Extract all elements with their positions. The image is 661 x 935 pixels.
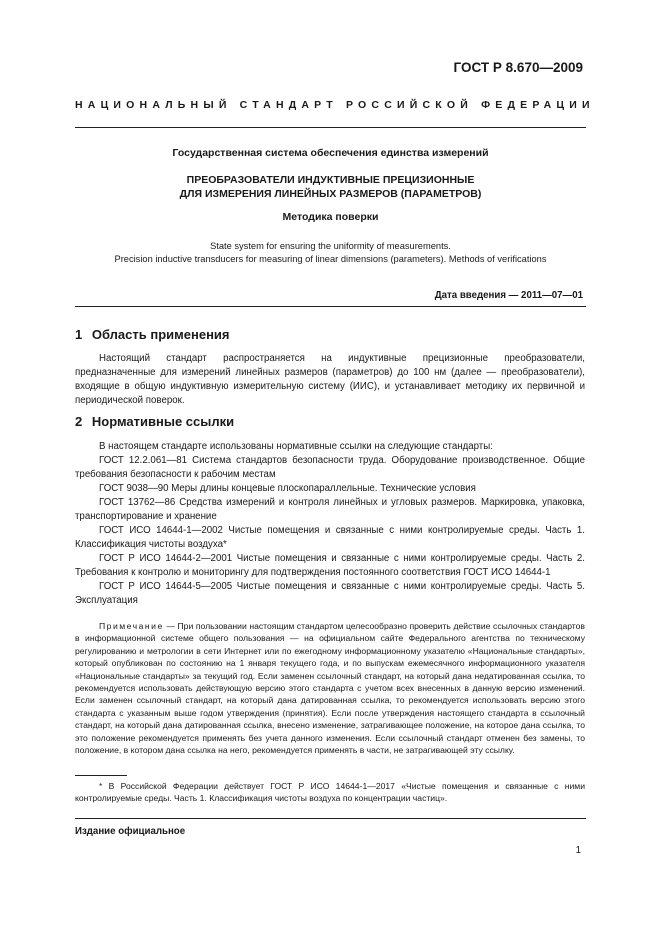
middle-divider <box>75 306 586 307</box>
english-title-line2: Precision inductive transducers for measuring of linear dimensions (parameters). Methods of verifications <box>114 254 547 264</box>
edition-label: Издание официальное <box>75 826 186 837</box>
note-paragraph <box>75 620 585 756</box>
method-subtitle: Методика поверки <box>282 211 379 223</box>
section2-body <box>75 440 585 608</box>
section2-number: 2 <box>75 414 83 429</box>
reference-item: ГОСТ 12.2.061—81 Система стандартов безопасности труда. Оборудование производственное. Общие требования безопасности к рабочим местам <box>75 455 585 480</box>
section2-lead: В настоящем стандарте использованы нормативные ссылки на следующие стандарты: <box>99 441 493 452</box>
reference-item: ГОСТ Р ИСО 14644-5—2005 Чистые помещения и связанные с ними контролируемые среды. Часть 5. Эксплуатация <box>75 581 585 606</box>
english-title <box>75 240 586 266</box>
reference-item: ГОСТ 13762—86 Средства измерений и контроля линейных и угловых размеров. Маркировка, упаковка, транспортирование и хранение <box>75 497 585 522</box>
footnote <box>75 780 585 805</box>
bottom-divider <box>75 818 586 819</box>
section1-paragraph: Настоящий стандарт распространяется на индуктивные прецизионные преобразователи, предназначенные для измерений линейных размеров (параметров) до 100 нм (далее — преобразователи), входящие в общую индуктивную измерительную систему (ИИС), и устанавливает методику их первичной и периодической поверок. <box>75 353 585 406</box>
national-standard-banner: НАЦИОНАЛЬНЫЙ СТАНДАРТ РОССИЙСКОЙ ФЕДЕРАЦИИ <box>75 99 595 111</box>
section1-heading <box>75 327 230 342</box>
footnote-divider <box>75 775 127 776</box>
reference-item: ГОСТ 9038—90 Меры длины концевые плоскопараллельные. Технические условия <box>99 483 476 494</box>
page-number: 1 <box>575 845 581 856</box>
document-code: ГОСТ Р 8.670—2009 <box>453 60 583 75</box>
introduction-date: Дата введения — 2011—07—01 <box>434 290 583 301</box>
standard-title <box>75 173 586 201</box>
footnote-text: * В Российской Федерации действует ГОСТ Р ИСО 14644-1—2017 «Чистые помещения и связанные с ними контролируемые среды. Часть 1. Классификация чистоты воздуха по концентрации частиц». <box>75 781 585 804</box>
standard-title-line1: ПРЕОБРАЗОВАТЕЛИ ИНДУКТИВНЫЕ ПРЕЦИЗИОННЫЕ <box>186 174 475 186</box>
note-block <box>75 620 585 756</box>
note-label: Примечание <box>99 621 164 631</box>
section1-number: 1 <box>75 327 83 342</box>
top-divider <box>75 127 586 128</box>
section2-heading <box>75 414 234 429</box>
reference-item: ГОСТ Р ИСО 14644-2—2001 Чистые помещения и связанные с ними контролируемые среды. Часть 2. Требования к контролю и мониторингу для подтверждения постоянного соответствия ГОСТ ИСО 14644-1 <box>75 553 585 578</box>
system-title: Государственная система обеспечения единства измерений <box>172 147 489 159</box>
english-title-line1: State system for ensuring the uniformity of measurements. <box>210 241 451 251</box>
section1-title: Область применения <box>91 327 230 342</box>
standard-title-line2: ДЛЯ ИЗМЕРЕНИЯ ЛИНЕЙНЫХ РАЗМЕРОВ (ПАРАМЕТРОВ) <box>179 188 482 200</box>
note-text: — При пользовании настоящим стандартом целесообразно проверить действие ссылочных стандартов в информационной системе общего пользования — на официальном сайте Федерального агентства по техническому регулированию и метрологии в сети Интернет или по ежегодному информационному указателю «Национальные стандарты», который опубликован по состоянию на 1 января текущего года, и по выпускам ежемесячного информационного указателя «Национальные стандарты» за текущий год. Если заменен ссылочный стандарт, на который дана недатированная ссылка, то рекомендуется использовать действующую версию этого стандарта с учетом всех внесенных в данную версию изменений. Если заменен ссылочный стандарт, на который дана датированная ссылка, то рекомендуется использовать версию этого стандарта с указанным выше годом утверждения (принятия). Если после утверждения настоящего стандарта в ссылочный стандарт, на который дана датированная ссылка, внесено изменение, затрагивающее положение, на которое дана ссылка, то это положение рекомендуется применять без учета данного изменения. Если ссылочный стандарт отменен без замены, то положение, в котором дана ссылка на него, рекомендуется применять в части, не затрагивающей эту ссылку. <box>75 621 585 756</box>
section2-title: Нормативные ссылки <box>91 414 235 429</box>
section1-body <box>75 352 585 408</box>
reference-item: ГОСТ ИСО 14644-1—2002 Чистые помещения и связанные с ними контролируемые среды. Часть 1. Классификация чистоты воздуха* <box>75 525 585 550</box>
